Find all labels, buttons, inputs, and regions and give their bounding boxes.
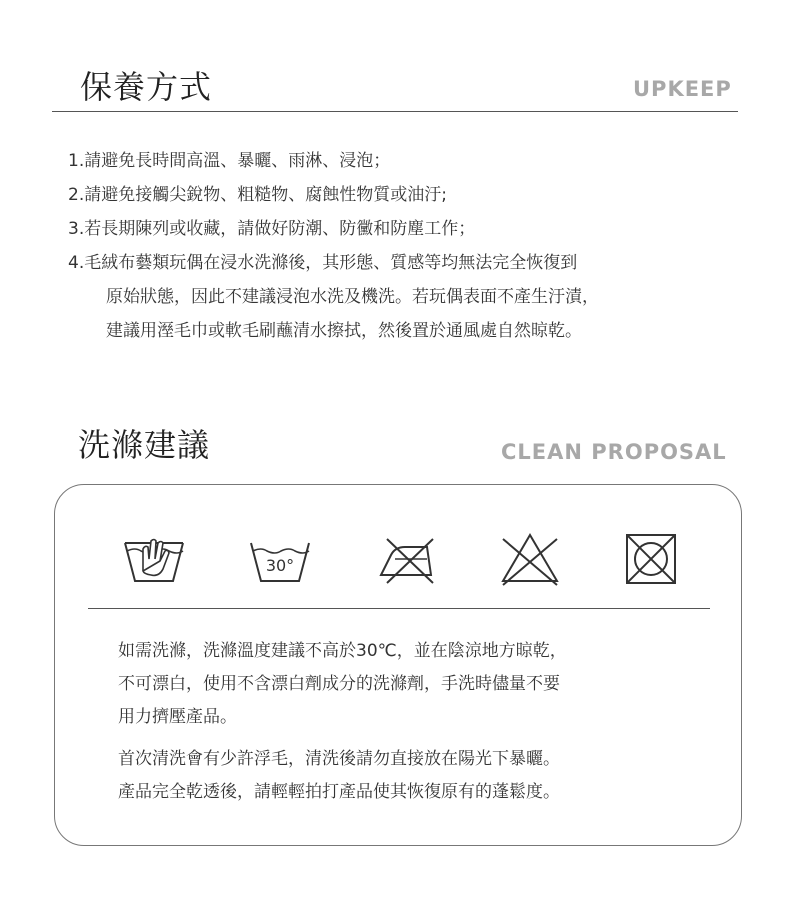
do-not-iron-icon <box>375 529 445 589</box>
clean-line-1: 如需洗滌，洗滌溫度建議不高於30℃，並在陰涼地方晾乾， <box>118 641 567 661</box>
upkeep-subtitle: UPKEEP <box>633 77 732 101</box>
upkeep-item-1: 1.請避免長時間高溫、暴曬、雨淋、浸泡； <box>68 151 391 171</box>
do-not-tumble-dry-icon <box>617 529 687 589</box>
upkeep-item-3: 3.若長期陳列或收藏，請做好防潮、防黴和防塵工作； <box>68 219 476 239</box>
card-divider <box>88 608 710 609</box>
care-card <box>54 484 742 846</box>
care-icons-row <box>55 529 741 589</box>
clean-line-2: 不可漂白，使用不含漂白劑成分的洗滌劑，手洗時儘量不要 <box>118 674 560 694</box>
hand-wash-icon <box>121 529 191 589</box>
clean-line-5: 產品完全乾透後，請輕輕拍打產品使其恢復原有的蓬鬆度。 <box>118 782 560 802</box>
wash-30-degrees-icon <box>247 529 317 589</box>
upkeep-item-2: 2.請避免接觸尖銳物、粗糙物、腐蝕性物質或油汙; <box>68 185 447 205</box>
do-not-bleach-icon <box>495 529 565 589</box>
clean-line-3: 用力擠壓產品。 <box>118 707 237 727</box>
wash-temp-label: 30° <box>265 556 295 575</box>
upkeep-item-4-line-2: 原始狀態，因此不建議浸泡水洗及機洗。若玩偶表面不產生汙漬， <box>106 287 599 307</box>
clean-instructions <box>118 635 718 809</box>
clean-subtitle: CLEAN PROPOSAL <box>501 440 727 464</box>
upkeep-divider <box>52 111 738 112</box>
upkeep-title: 保養方式 <box>80 68 213 106</box>
upkeep-item-4-line-3: 建議用溼毛巾或軟毛刷蘸清水擦拭，然後置於通風處自然晾乾。 <box>106 321 582 341</box>
upkeep-list <box>68 144 748 348</box>
clean-line-4: 首次清洗會有少許浮毛，清洗後請勿直接放在陽光下暴曬。 <box>118 749 560 769</box>
clean-title: 洗滌建議 <box>78 426 211 464</box>
upkeep-item-4: 4.毛絨布藝類玩偶在浸水洗滌後，其形態、質感等均無法完全恢復到 <box>68 253 578 273</box>
